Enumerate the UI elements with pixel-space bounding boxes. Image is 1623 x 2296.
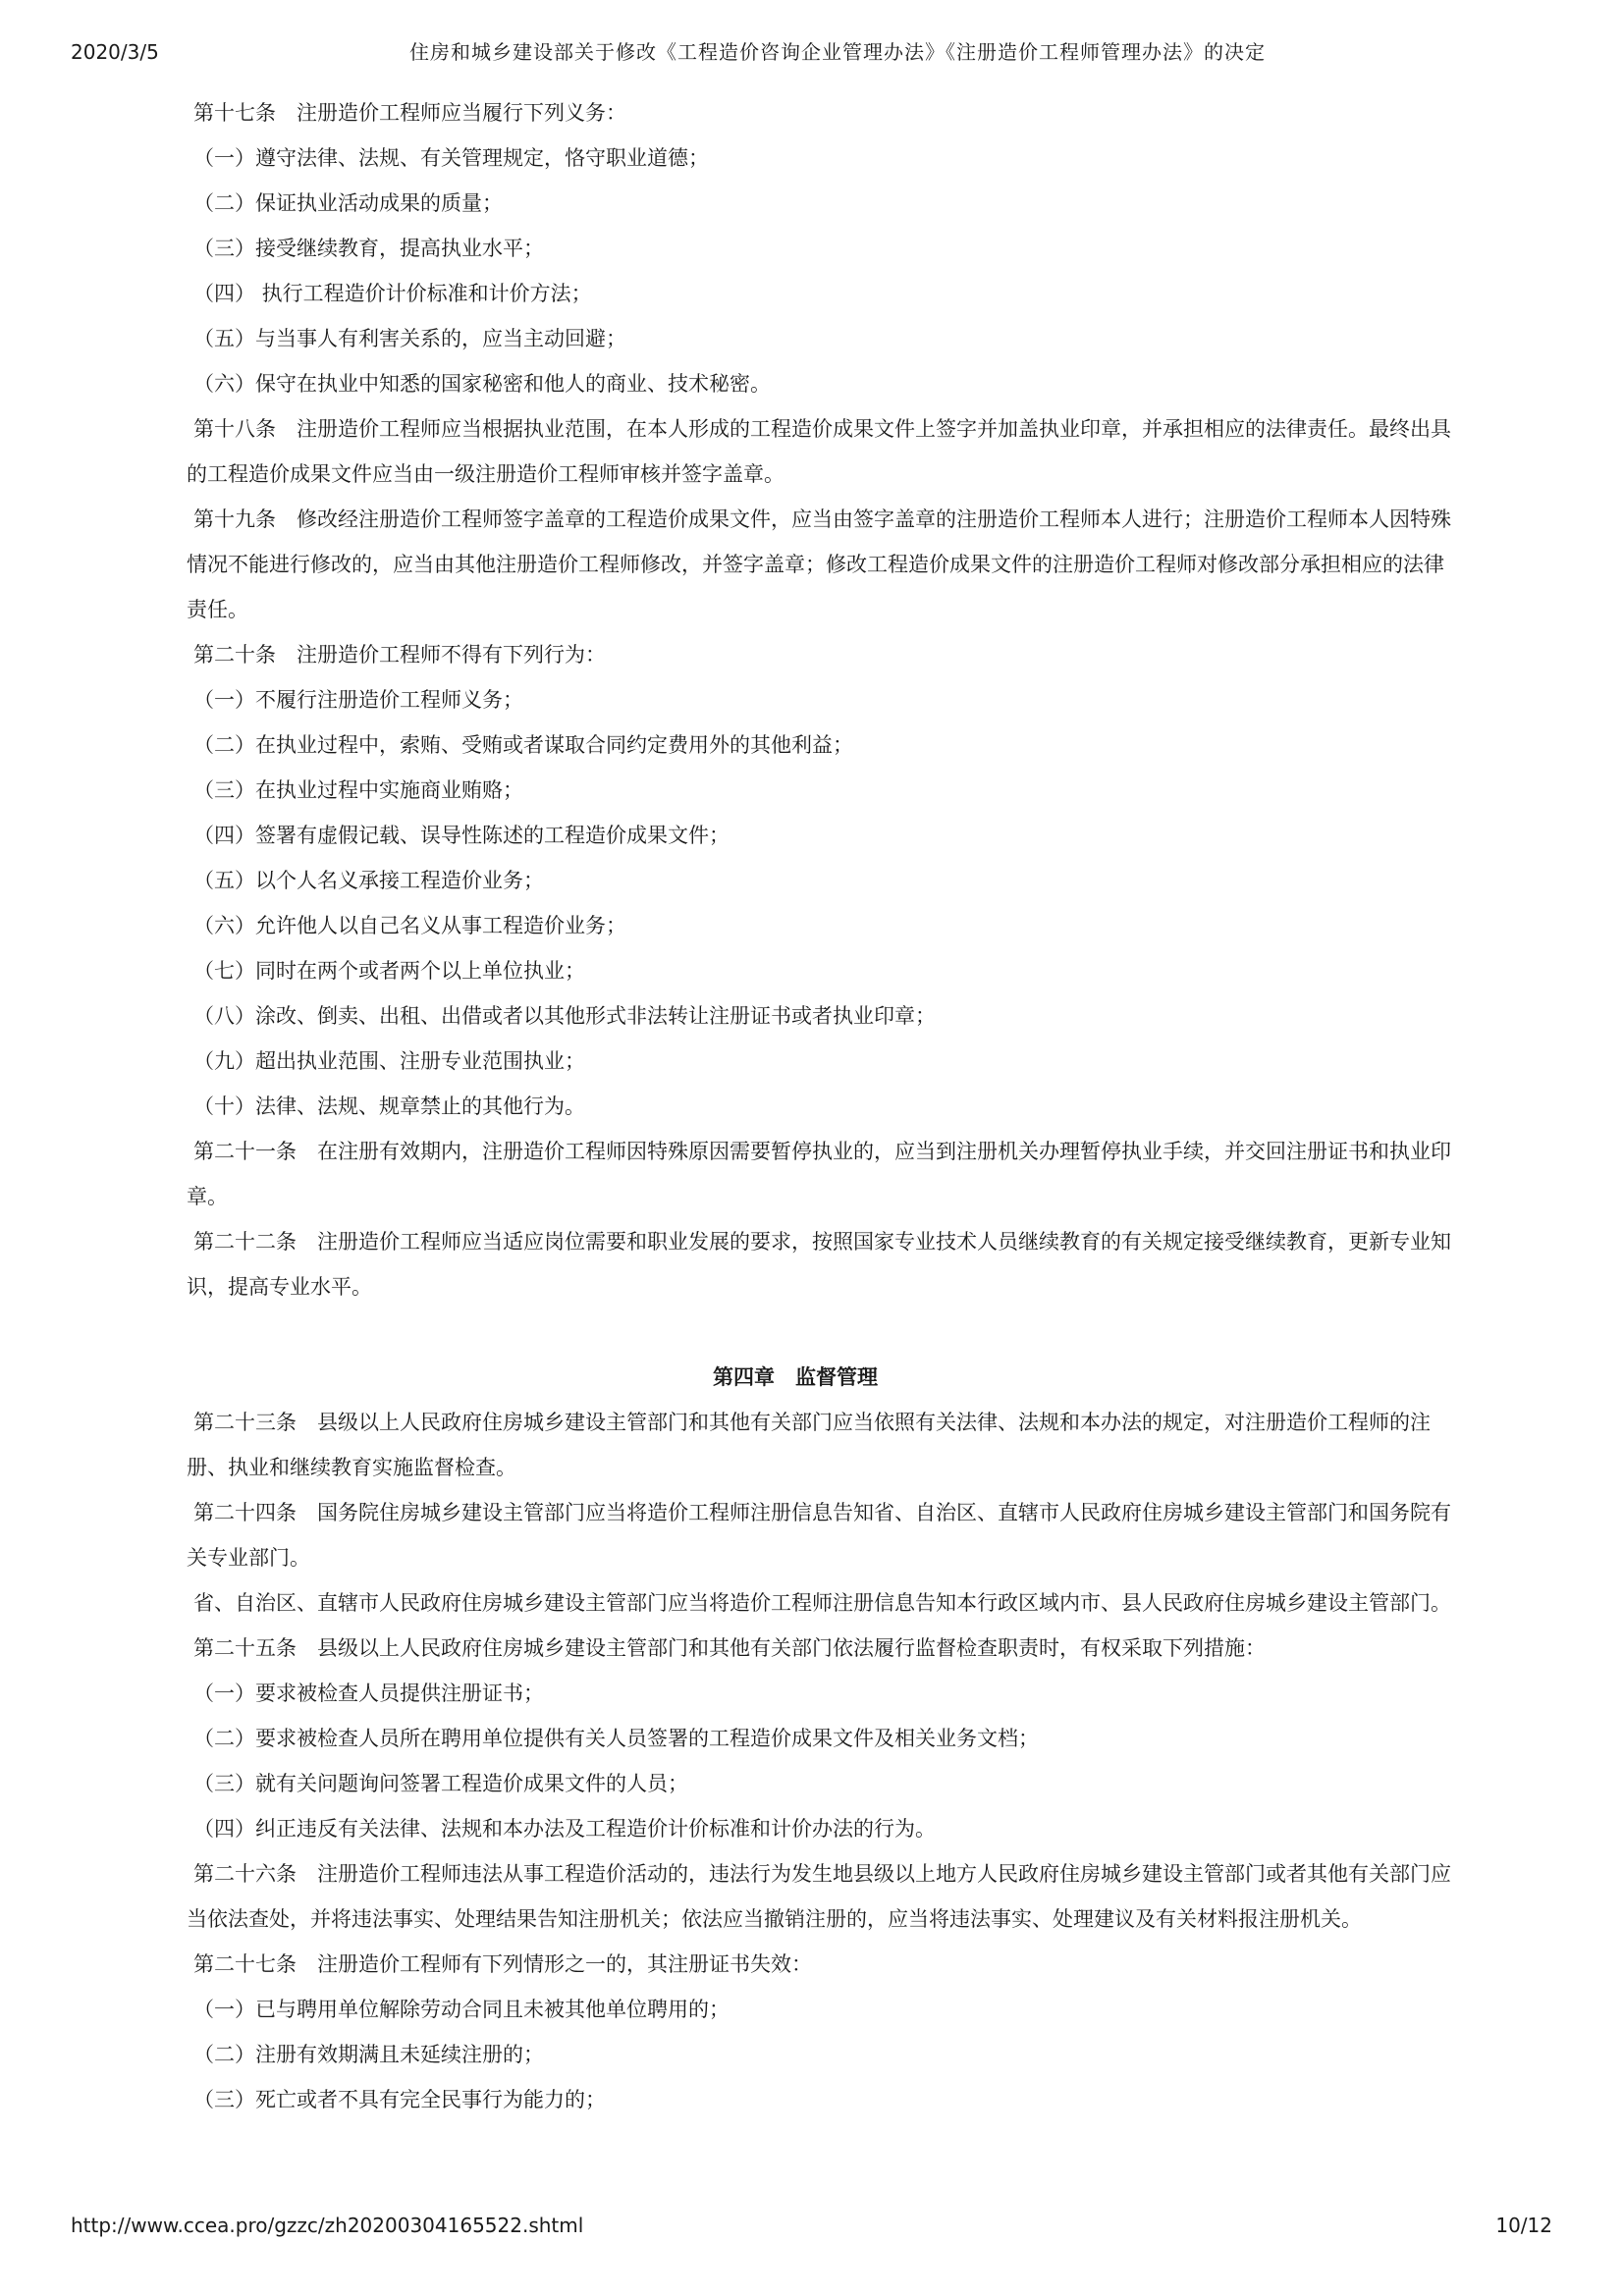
article-26: 第二十六条 注册造价工程师违法从事工程造价活动的，违法行为发生地县级以上地方人民政府住房城乡建设主管部门或者其他有关部门应当依法查处，并将违法事实、处理结果告知注册机关；依法应当撤销注册的，应当将违法事实、处理建议及有关材料报注册机关。 bbox=[187, 1862, 1451, 1931]
article-22: 第二十二条 注册造价工程师应当适应岗位需要和职业发展的要求，按照国家专业技术人员继续教育的有关规定接受继续教育，更新专业知识，提高专业水平。 bbox=[187, 1230, 1451, 1299]
article-25-item-3: （三）就有关问题询问签署工程造价成果文件的人员； bbox=[193, 1772, 688, 1795]
article-23: 第二十三条 县级以上人民政府住房城乡建设主管部门和其他有关部门应当依照有关法律、法规和本办法的规定，对注册造价工程师的注册、执业和继续教育实施监督检查。 bbox=[187, 1411, 1431, 1479]
print-footer bbox=[71, 2211, 1552, 2240]
article-20-item-9: （九）超出执业范围、注册专业范围执业； bbox=[193, 1049, 585, 1073]
article-17-item-6: （六）保守在执业中知悉的国家秘密和他人的商业、技术秘密。 bbox=[193, 372, 771, 396]
article-27-item-2: （二）注册有效期满且未延续注册的； bbox=[193, 2043, 544, 2066]
article-27: 第二十七条 注册造价工程师有下列情形之一的，其注册证书失效： bbox=[193, 1952, 812, 1976]
article-20-item-10: （十）法律、法规、规章禁止的其他行为。 bbox=[193, 1095, 585, 1118]
document-title: 住房和城乡建设部关于修改《工程造价咨询企业管理办法》《注册造价工程师管理办法》的决定 bbox=[409, 40, 1266, 64]
article-19: 第十九条 修改经注册造价工程师签字盖章的工程造价成果文件，应当由签字盖章的注册造价工程师本人进行；注册造价工程师本人因特殊情况不能进行修改的，应当由其他注册造价工程师修改，并签字盖章；修改工程造价成果文件的注册造价工程师对修改部分承担相应的法律责任。 bbox=[187, 507, 1451, 621]
print-date: 2020/3/5 bbox=[71, 40, 159, 64]
article-25-item-1: （一）要求被检查人员提供注册证书； bbox=[193, 1682, 544, 1705]
article-20-item-2: （二）在执业过程中，索贿、受贿或者谋取合同约定费用外的其他利益； bbox=[193, 733, 853, 757]
article-20-item-7: （七）同时在两个或者两个以上单位执业； bbox=[193, 959, 585, 983]
article-27-item-1: （一）已与聘用单位解除劳动合同且未被其他单位聘用的； bbox=[193, 1998, 730, 2021]
page-number: 10/12 bbox=[1495, 2214, 1552, 2237]
print-header bbox=[71, 37, 1552, 67]
article-20-item-5: （五）以个人名义承接工程造价业务； bbox=[193, 869, 544, 892]
chapter-heading: 第四章 监督管理 bbox=[713, 1365, 878, 1389]
article-27-item-3: （三）死亡或者不具有完全民事行为能力的； bbox=[193, 2088, 606, 2111]
article-21: 第二十一条 在注册有效期内，注册造价工程师因特殊原因需要暂停执业的，应当到注册机关办理暂停执业手续，并交回注册证书和执业印章。 bbox=[187, 1140, 1451, 1208]
article-17-item-2: （二）保证执业活动成果的质量； bbox=[193, 191, 503, 215]
article-20-item-8: （八）涂改、倒卖、出租、出借或者以其他形式非法转让注册证书或者执业印章； bbox=[193, 1004, 936, 1028]
article-20-item-3: （三）在执业过程中实施商业贿赂； bbox=[193, 778, 523, 802]
article-18: 第十八条 注册造价工程师应当根据执业范围，在本人形成的工程造价成果文件上签字并加盖执业印章，并承担相应的法律责任。最终出具的工程造价成果文件应当由一级注册造价工程师审核并签字盖章。 bbox=[187, 417, 1451, 486]
article-17-item-3: （三）接受继续教育，提高执业水平； bbox=[193, 237, 544, 260]
article-24-para-2: 省、自治区、直辖市人民政府住房城乡建设主管部门应当将造价工程师注册信息告知本行政区域内市、县人民政府住房城乡建设主管部门。 bbox=[193, 1591, 1451, 1615]
section-spacer bbox=[187, 1309, 1463, 1355]
article-17-item-1: （一）遵守法律、法规、有关管理规定，恪守职业道德； bbox=[193, 146, 709, 170]
article-25-item-2: （二）要求被检查人员所在聘用单位提供有关人员签署的工程造价成果文件及相关业务文档； bbox=[193, 1727, 1039, 1750]
article-17-item-4: （四） 执行工程造价计价标准和计价方法； bbox=[193, 282, 592, 305]
article-20-item-6: （六）允许他人以自己名义从事工程造价业务； bbox=[193, 914, 626, 937]
article-24: 第二十四条 国务院住房城乡建设主管部门应当将造价工程师注册信息告知省、自治区、直辖市人民政府住房城乡建设主管部门和国务院有关专业部门。 bbox=[187, 1501, 1451, 1570]
article-body bbox=[187, 90, 1463, 2122]
article-20-item-1: （一）不履行注册造价工程师义务； bbox=[193, 688, 523, 712]
article-17: 第十七条 注册造价工程师应当履行下列义务： bbox=[193, 101, 626, 125]
article-20-item-4: （四）签署有虚假记载、误导性陈述的工程造价成果文件； bbox=[193, 824, 730, 847]
article-20: 第二十条 注册造价工程师不得有下列行为： bbox=[193, 643, 606, 667]
article-25: 第二十五条 县级以上人民政府住房城乡建设主管部门和其他有关部门依法履行监督检查职责时，有权采取下列措施： bbox=[193, 1636, 1266, 1660]
article-25-item-4: （四）纠正违反有关法律、法规和本办法及工程造价计价标准和计价办法的行为。 bbox=[193, 1817, 936, 1841]
source-url[interactable]: http://www.ccea.pro/gzzc/zh20200304165522.shtml bbox=[71, 2214, 584, 2237]
article-17-item-5: （五）与当事人有利害关系的，应当主动回避； bbox=[193, 327, 626, 350]
